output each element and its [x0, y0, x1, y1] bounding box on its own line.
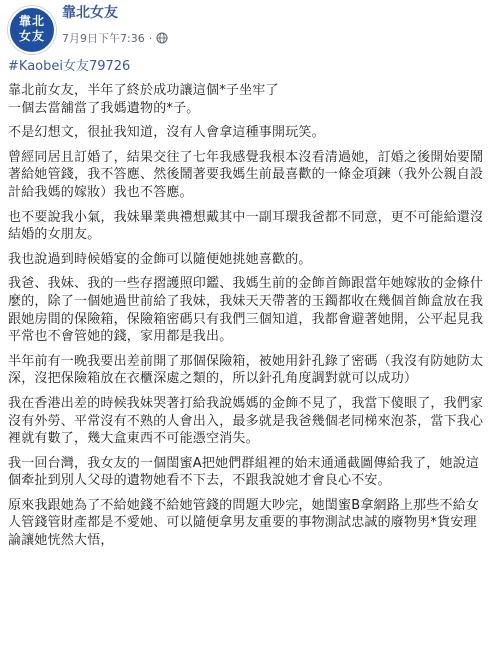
- post-body: [8, 58, 486, 557]
- post-paragraphs: [8, 82, 486, 550]
- post-paragraph: 半年前有一晚我要出差前開了那個保險箱，被她用針孔錄了密碼（我沒有防她防太深，沒把保險箱放在衣櫃深處之類的，所以針孔角度調對就可以成功）: [8, 353, 484, 387]
- post-paragraph: 原來我跟她為了不給她錢不給她管錢的問題大吵完，她閨蜜B拿網路上那些不給女人管錢管財產都是不愛她、可以隨便拿男友重要的事物測試忠誠的廢物男*貨安理論讓她恍然大悟，: [8, 497, 480, 549]
- post-paragraph: 我也說過到時候婚宴的金飾可以隨便她挑她喜歡的。: [8, 251, 312, 267]
- post-paragraph: 曾經同居且訂婚了，結果交往了七年我感覺我根本沒看清過她，訂婚之後開始要鬧著給她管錢，我不答應、然後鬧著要我媽生前最喜歡的一條金項鍊（我外公親自設計給我媽的嫁妝）我也不答應。: [8, 149, 484, 200]
- post-meta: [62, 30, 168, 46]
- post-paragraph: 也不要說我小氣，我妹畢業典禮想戴其中一副耳環我爸都不同意，更不可能給還沒結婚的女朋友。: [8, 209, 484, 243]
- post-paragraph: 不是幻想文，很扯我知道，沒有人會拿這種事開玩笑。: [8, 125, 325, 141]
- post-paragraph: 靠北前女友，半年了終於成功讓這個*子坐牢了 一個去當舖當了我媽遺物的*子。: [8, 83, 279, 116]
- avatar[interactable]: [8, 6, 56, 54]
- avatar-text: 靠北 女友: [18, 14, 45, 43]
- post-header: [0, 0, 491, 56]
- post-paragraph: 我爸、我妹、我的一些存摺護照印鑑、我媽生前的金飾首飾跟當年她嫁妝的金條什麼的，除了一個她過世前給了我妹，我妹天天帶著的玉鐲都收在幾個首飾盒放在我跟她房間的保險箱，保險箱密碼只有我們三個知道，我都會避著她開，公平起見我平常也不會管她的錢，家用都是我出。: [8, 276, 484, 345]
- hashtag-link[interactable]: #Kaobei女友79726: [8, 59, 131, 74]
- meta-separator: ·: [148, 31, 153, 45]
- post-paragraph: 我在香港出差的時候我妹哭著打給我說媽媽的金飾不見了，我當下傻眼了，我們家沒有外勞、平常沒有不熟的人會出入，最多就是我爸幾個老同梯來泡茶，當下我心裡就有數了，幾大盒東西不可能憑空消失。: [8, 395, 484, 447]
- post-timestamp[interactable]: 7月9日下午7:36: [62, 32, 145, 45]
- page-name-link[interactable]: 靠北女友: [62, 5, 118, 21]
- post-paragraph: 我一回台灣，我女友的一個閨蜜A把她們群組裡的始末通通截圖傳給我了，她說這個牽扯到別人父母的遺物她看不下去，不跟我說她才會良心不安。: [8, 455, 480, 489]
- globe-icon[interactable]: [156, 32, 168, 44]
